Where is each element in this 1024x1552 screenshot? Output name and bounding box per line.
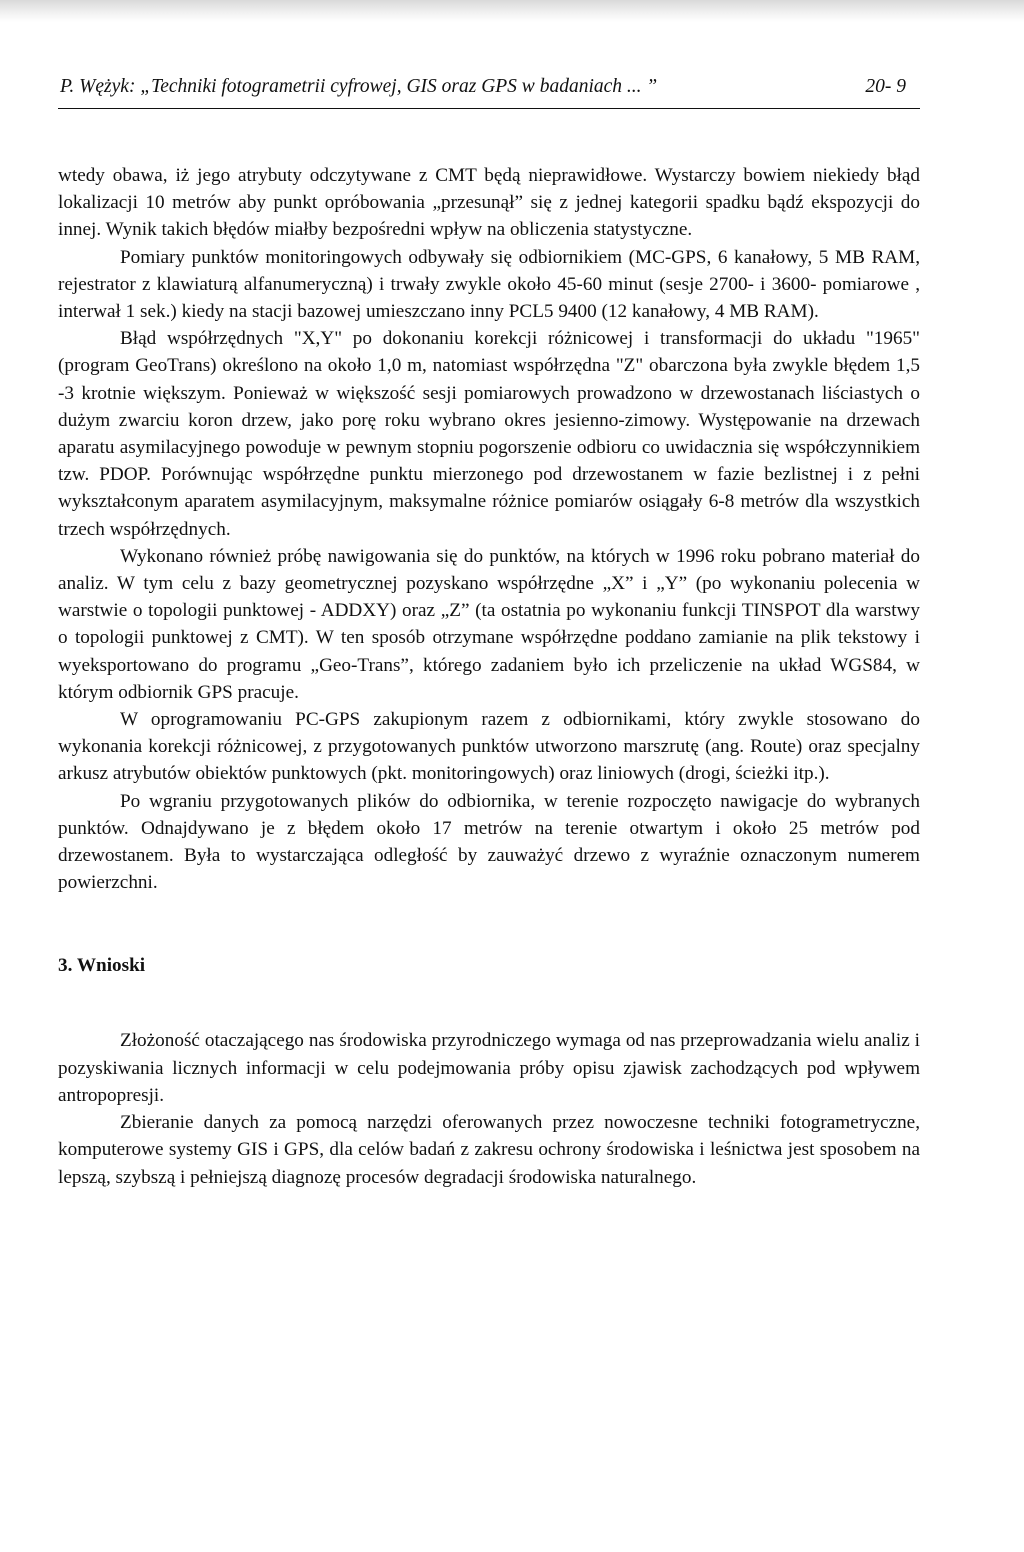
paragraph: Po wgraniu przygotowanych plików do odbiornika, w terenie rozpoczęto nawigacje do wybranych punktów. Odnajdywano je z błędem około 17 metrów na terenie otwartym i około 25 metrów pod drzewostanem. Była to wystarczająca odległość by zauważyć drzewo z wyraźnie oznaczonym numerem powierzchni. [58, 790, 920, 894]
paragraph: Zbieranie danych za pomocą narzędzi oferowanych przez nowoczesne techniki fotogrametryczne, komputerowe systemy GIS i GPS, dla celów badań z zakresu ochrony środowiska i leśnictwa jest sposobem na lepszą, szybszą i pełniejszą diagnozę procesów degradacji środowiska naturalnego. [58, 1112, 920, 1188]
paragraph: Złożoność otaczającego nas środowiska przyrodniczego wymaga od nas przeprowadzania wielu analiz i pozyskiwania licznych informacji w celu podejmowania próby opisu zjawisk zachodzących pod wpływem antropopresji. [58, 1030, 920, 1106]
paragraph: Błąd współrzędnych "X,Y" po dokonaniu korekcji różnicowej i transformacji do układu "1965" (program GeoTrans) określono na około 1,0 m, natomiast współrzędna "Z" obarczona była zwykle błędem 1,5 -3 krotnie większym. Ponieważ w większość sesji pomiarowych prowadzono w drzewostanach liściastych o dużym zwarciu koron drzew, jako porę roku wybrano okres jesienno-zimowy. Występowanie na drzewach aparatu asymilacyjnego powoduje w pewnym stopniu pogorszenie odbioru co uwidacznia się współczynnikiem tzw. PDOP. Porównując współrzędne punktu mierzonego pod drzewostanem w fazie bezlistnej i z pełni wykształconym aparatem asymilacyjnym, maksymalne różnice pomiarów osiągały 6-8 metrów dla wszystkich trzech współrzędnych. [58, 328, 920, 540]
conclusions-section [58, 1027, 920, 1190]
paragraph: Wykonano również próbę nawigowania się do punktów, na których w 1996 roku pobrano materiał do analiz. W tym celu z bazy geometrycznej pozyskano współrzędne „X” i „Y” (po wykonaniu polecenia w warstwie o topologii punktowej - ADDXY) oraz „Z” (ta ostatnia po wykonaniu funkcji TINSPOT dla warstwy o topologii punktowej z CMT). W ten sposób otrzymane współrzędne poddano zamianie na plik tekstowy i wyeksportowano do programu „Geo-Trans”, którego zadaniem było ich przeliczenie na układ WGS84, w którym odbiornik GPS pracuje. [58, 545, 920, 703]
document-page [58, 70, 920, 1191]
body-text [58, 162, 920, 1191]
scan-top-edge [0, 0, 1024, 22]
running-header [58, 70, 920, 109]
section-heading: 3. Wnioski [58, 955, 146, 977]
header-author-title: P. Wężyk: „Techniki fotogrametrii cyfrowej, GIS oraz GPS w badaniach ... ” [60, 76, 658, 97]
page-number: 20- 9 [865, 76, 906, 97]
paragraph: W oprogramowaniu PC-GPS zakupionym razem z odbiornikami, który zwykle stosowano do wykonania korekcji różnicowej, z przygotowanych punktów utworzono marszrutę (ang. Route) oraz specjalny arkusz atrybutów obiektów punktowych (pkt. monitoringowych) oraz liniowych (drogi, ścieżki itp.). [58, 709, 920, 785]
paragraph: wtedy obawa, iż jego atrybuty odczytywane z CMT będą nieprawidłowe. Wystarczy bowiem niekiedy błąd lokalizacji 10 metrów aby punkt opróbowania „przesunął” się z jednej kategorii spadku bądź ekspozycji do innej. Wynik takich błędów miałby bezpośredni wpływ na obliczenia statystyczne. [58, 165, 920, 241]
paragraph: Pomiary punktów monitoringowych odbywały się odbiornikiem (MC-GPS, 6 kanałowy, 5 MB RAM, rejestrator z klawiaturą alfanumeryczną) i trwały zwykle około 45-60 minut (sesje 2700- i 3600- pomiarowe , interwał 1 sek.) kiedy na stacji bazowej umieszczano inny PCL5 9400 (12 kanałowy, 4 MB RAM). [58, 246, 920, 323]
